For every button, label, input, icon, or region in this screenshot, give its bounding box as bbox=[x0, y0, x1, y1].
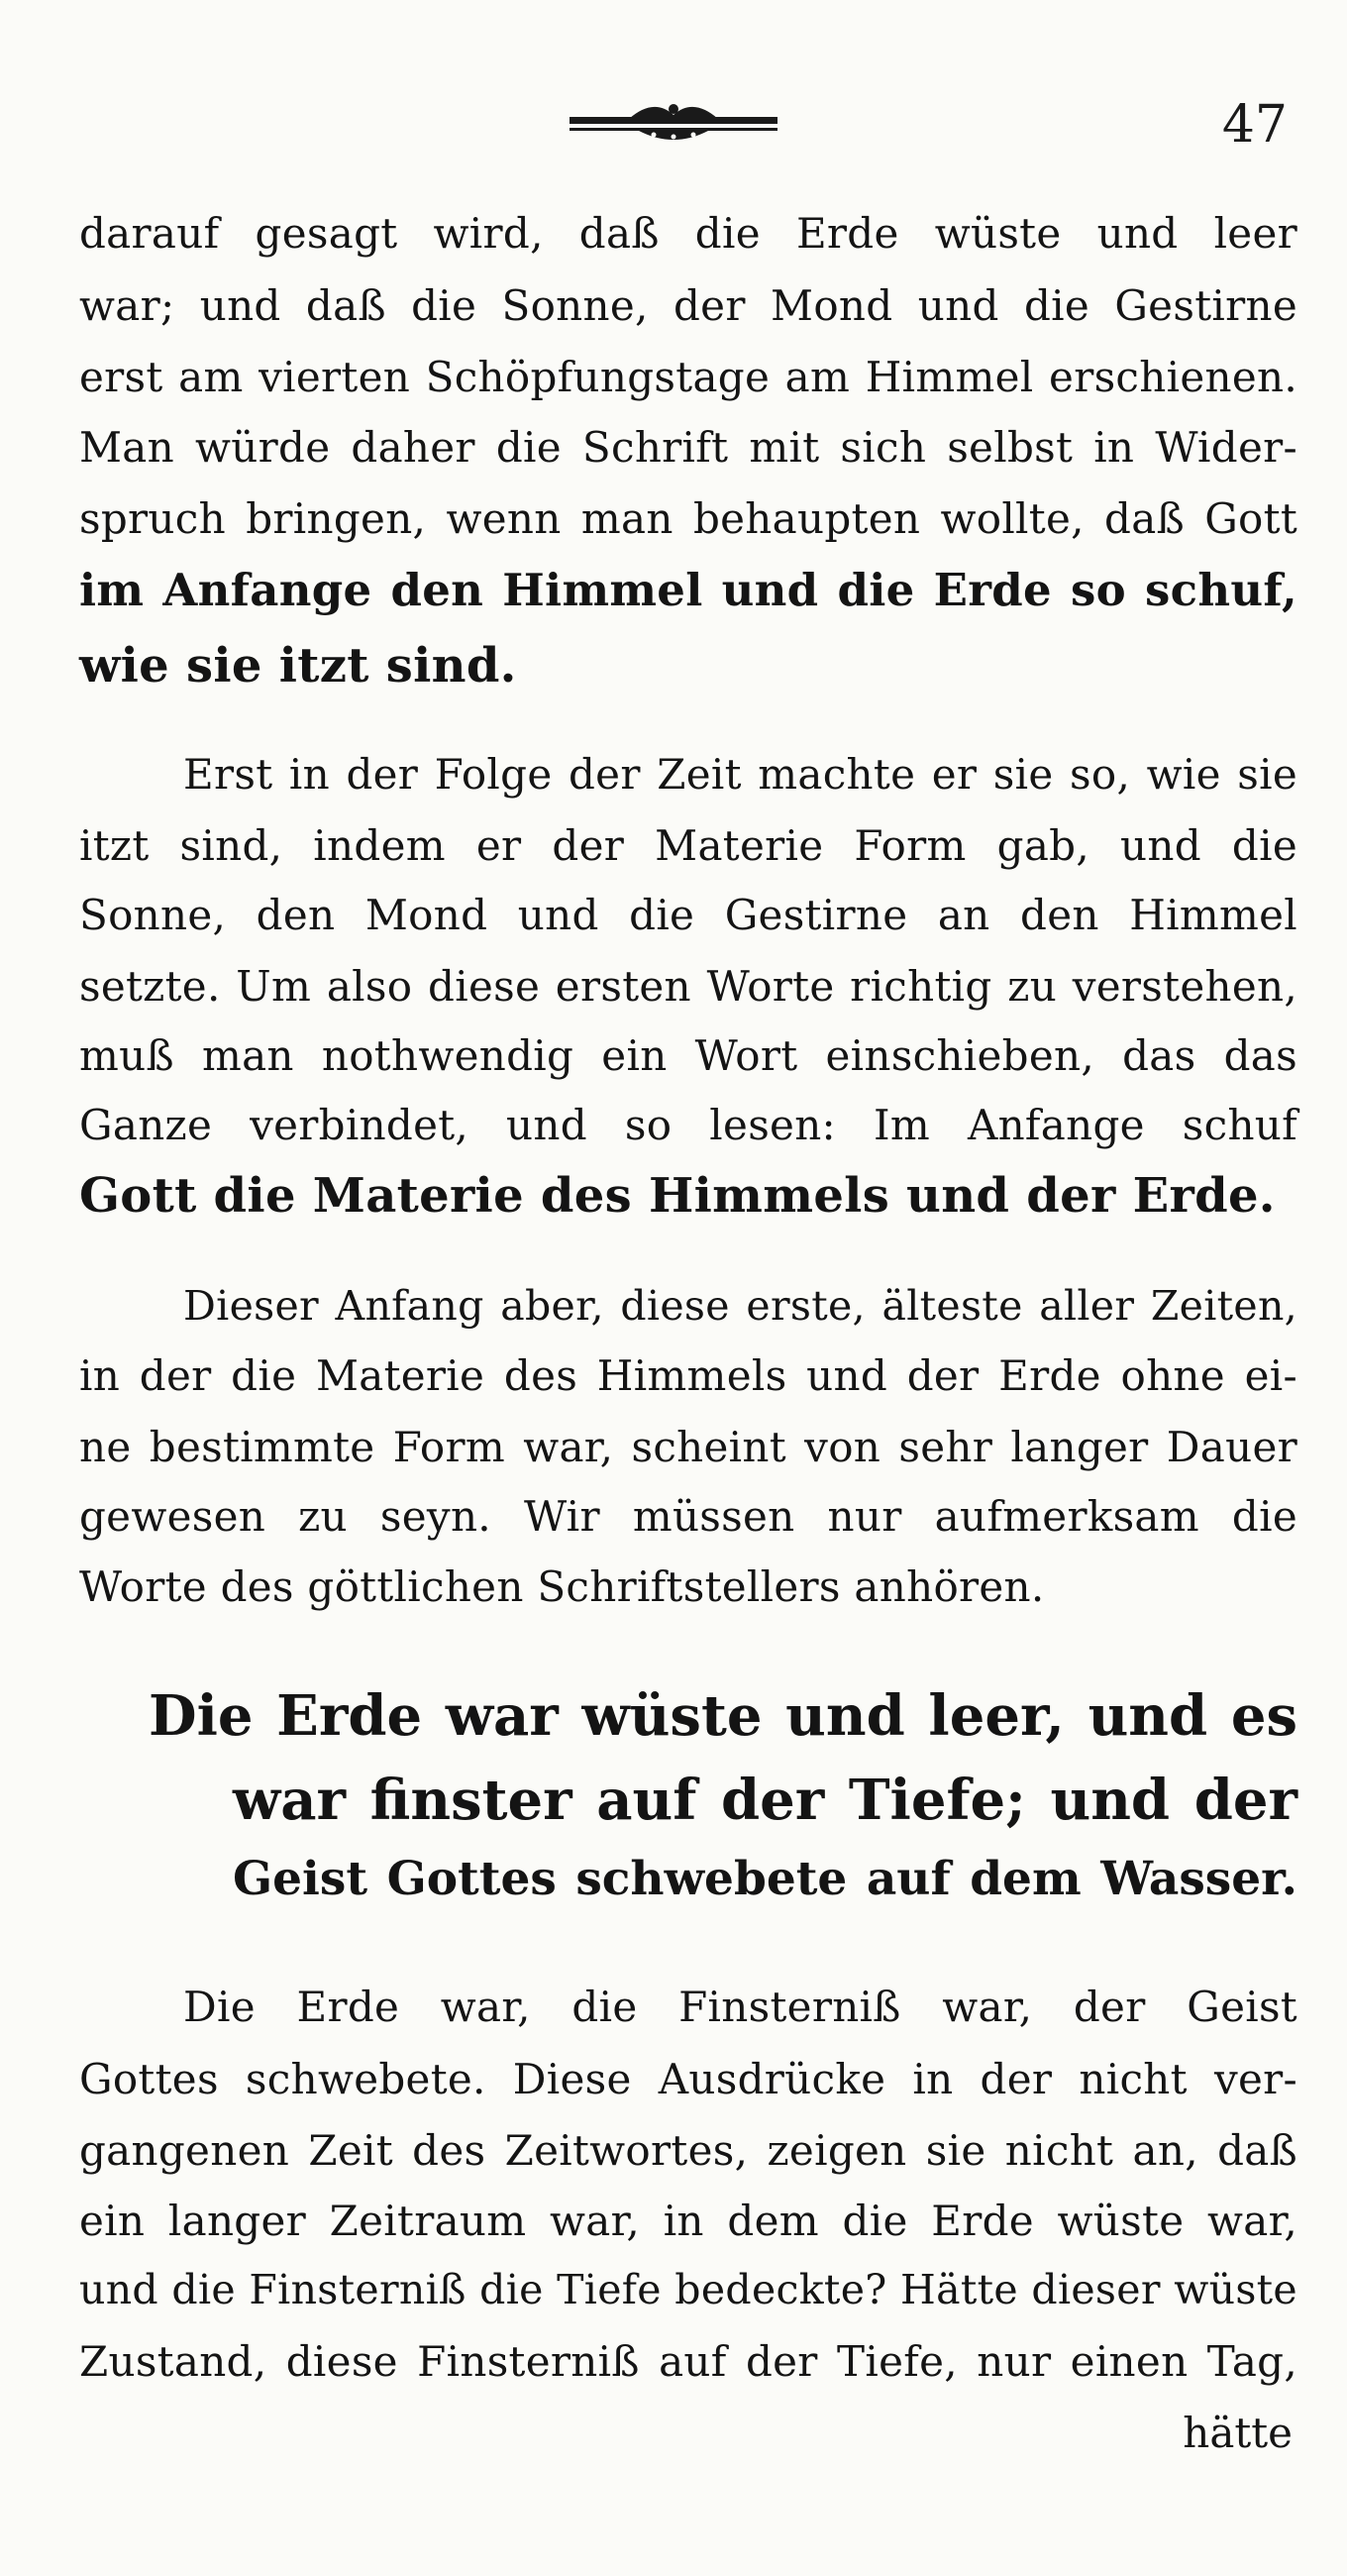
text-line: gewesen zu seyn. Wir müssen nur aufmerksam die bbox=[79, 1492, 1297, 1541]
text-line: setzte. Um also diese ersten Worte richtig zu verstehen, bbox=[79, 962, 1297, 1011]
text-line: wie sie itzt sind. bbox=[79, 638, 517, 694]
text-line: Dieser Anfang aber, diese erste, älteste aller Zeiten, bbox=[183, 1282, 1297, 1330]
text-line: itzt sind, indem er der Materie Form gab, und die bbox=[79, 821, 1297, 870]
text-line: Die Erde war, die Finsterniß war, der Geist bbox=[183, 1983, 1297, 2031]
text-line: erst am vierten Schöpfungstage am Himmel erschienen. bbox=[79, 353, 1297, 401]
text-line: spruch bringen, wenn man behaupten wollte, daß Gott bbox=[79, 494, 1297, 543]
text-line: Erst in der Folge der Zeit machte er sie so, wie sie bbox=[183, 750, 1297, 799]
printer-ornament-icon bbox=[570, 97, 777, 149]
text-line: ein langer Zeitraum war, in dem die Erde wüste war, bbox=[79, 2197, 1297, 2245]
heading-line: Die Erde war wüste und leer, und es bbox=[149, 1683, 1297, 1749]
text-line: in der die Materie des Himmels und der Erde ohne ei- bbox=[79, 1351, 1297, 1400]
text-line: darauf gesagt wird, daß die Erde wüste und leer bbox=[79, 209, 1297, 258]
text-line: Ganze verbindet, und so lesen: Im Anfange schuf bbox=[79, 1101, 1297, 1149]
text-line: muß man nothwendig ein Wort einschieben, das das bbox=[79, 1031, 1297, 1080]
text-line: im Anfange den Himmel und die Erde so schuf, bbox=[79, 564, 1297, 616]
text-line: und die Finsterniß die Tiefe bedeckte? Hätte dieser wüste bbox=[79, 2266, 1297, 2313]
text-line: gangenen Zeit des Zeitwortes, zeigen sie nicht an, daß bbox=[79, 2126, 1297, 2175]
text-line: Gottes schwebete. Diese Ausdrücke in der nicht ver- bbox=[79, 2055, 1297, 2103]
page-number: 47 bbox=[1221, 95, 1288, 155]
text-line: Gott die Materie des Himmels und der Erde. bbox=[79, 1168, 1276, 1224]
heading-line: war finster auf der Tiefe; und der bbox=[233, 1768, 1297, 1833]
text-line: Man würde daher die Schrift mit sich selbst in Wider- bbox=[79, 423, 1297, 472]
text-line: Sonne, den Mond und die Gestirne an den Himmel bbox=[79, 891, 1297, 939]
heading-line: Geist Gottes schwebete auf dem Wasser. bbox=[233, 1852, 1297, 1906]
catchword: hätte bbox=[1183, 2409, 1293, 2457]
text-line: war; und daß die Sonne, der Mond und die Gestirne bbox=[79, 281, 1297, 330]
text-line: Worte des göttlichen Schriftstellers anhören. bbox=[79, 1562, 1045, 1611]
text-line: Zustand, diese Finsterniß auf der Tiefe, nur einen Tag, bbox=[79, 2337, 1297, 2386]
text-line: ne bestimmte Form war, scheint von sehr langer Dauer bbox=[79, 1423, 1297, 1471]
